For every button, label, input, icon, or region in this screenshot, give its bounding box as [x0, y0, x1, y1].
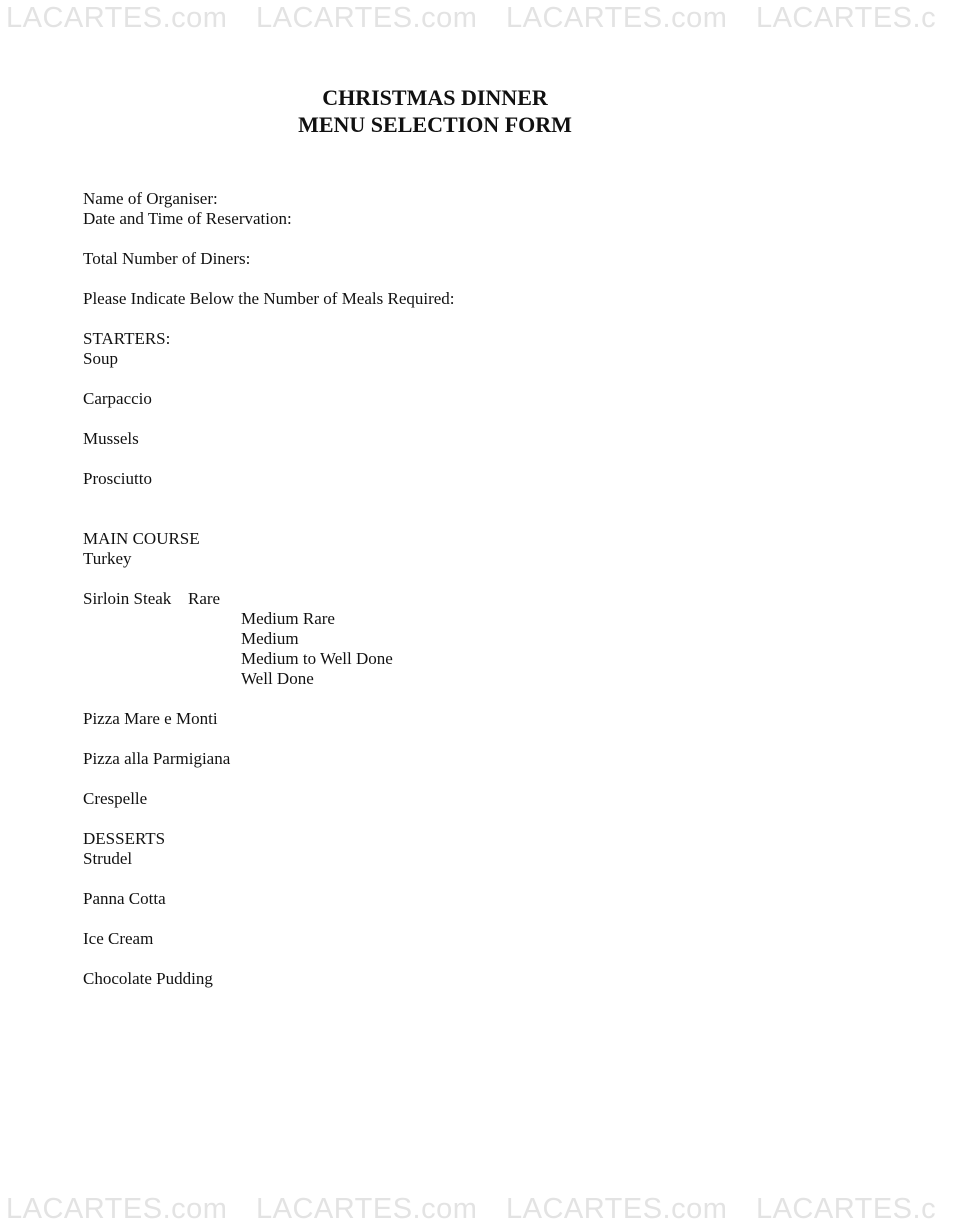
dessert-item: Ice Cream [83, 929, 154, 948]
desserts-heading: DESSERTS [83, 829, 166, 848]
starters-heading: STARTERS: [83, 329, 171, 348]
watermark-text: LACARTES.com [6, 1193, 228, 1225]
dessert-item: Strudel [83, 849, 133, 868]
steak-option: Rare [188, 589, 221, 608]
starter-item: Mussels [83, 429, 139, 448]
starter-item: Soup [83, 349, 118, 368]
total-diners-field: Total Number of Diners: [83, 249, 251, 268]
title-line-1: CHRISTMAS DINNER [322, 85, 548, 110]
steak-option: Well Done [241, 669, 314, 688]
watermark-top [6, 2, 937, 35]
watermark-text: LACARTES.c [755, 2, 937, 34]
main-course-item: Crespelle [83, 789, 148, 808]
menu-form [83, 189, 455, 989]
watermark-text: LACARTES.com [255, 1193, 478, 1225]
main-course-heading: MAIN COURSE [83, 529, 200, 548]
steak-label: Sirloin Steak [83, 589, 172, 608]
steak-option: Medium to Well Done [241, 649, 393, 668]
main-course-item: Pizza alla Parmigiana [83, 749, 231, 768]
dessert-item: Chocolate Pudding [83, 969, 213, 988]
watermark-text: LACARTES.com [255, 2, 478, 34]
steak-option: Medium Rare [241, 609, 335, 628]
watermark-text: LACARTES.c [755, 1193, 937, 1225]
main-course-item: Turkey [83, 549, 132, 568]
steak-option: Medium [241, 629, 299, 648]
main-course-item: Pizza Mare e Monti [83, 709, 218, 728]
dessert-item: Panna Cotta [83, 889, 166, 908]
title-line-2: MENU SELECTION FORM [298, 112, 572, 137]
steak-row [83, 589, 455, 609]
starter-item: Carpaccio [83, 389, 152, 408]
organiser-field: Name of Organiser: [83, 189, 218, 208]
watermark-text: LACARTES.com [6, 2, 228, 34]
starter-item: Prosciutto [83, 469, 152, 488]
watermark-bottom [6, 1193, 937, 1226]
instruction-text: Please Indicate Below the Number of Meals Required: [83, 289, 455, 308]
watermark-text: LACARTES.com [505, 2, 728, 34]
document-title [0, 84, 870, 138]
date-time-field: Date and Time of Reservation: [83, 209, 292, 228]
watermark-text: LACARTES.com [505, 1193, 728, 1225]
